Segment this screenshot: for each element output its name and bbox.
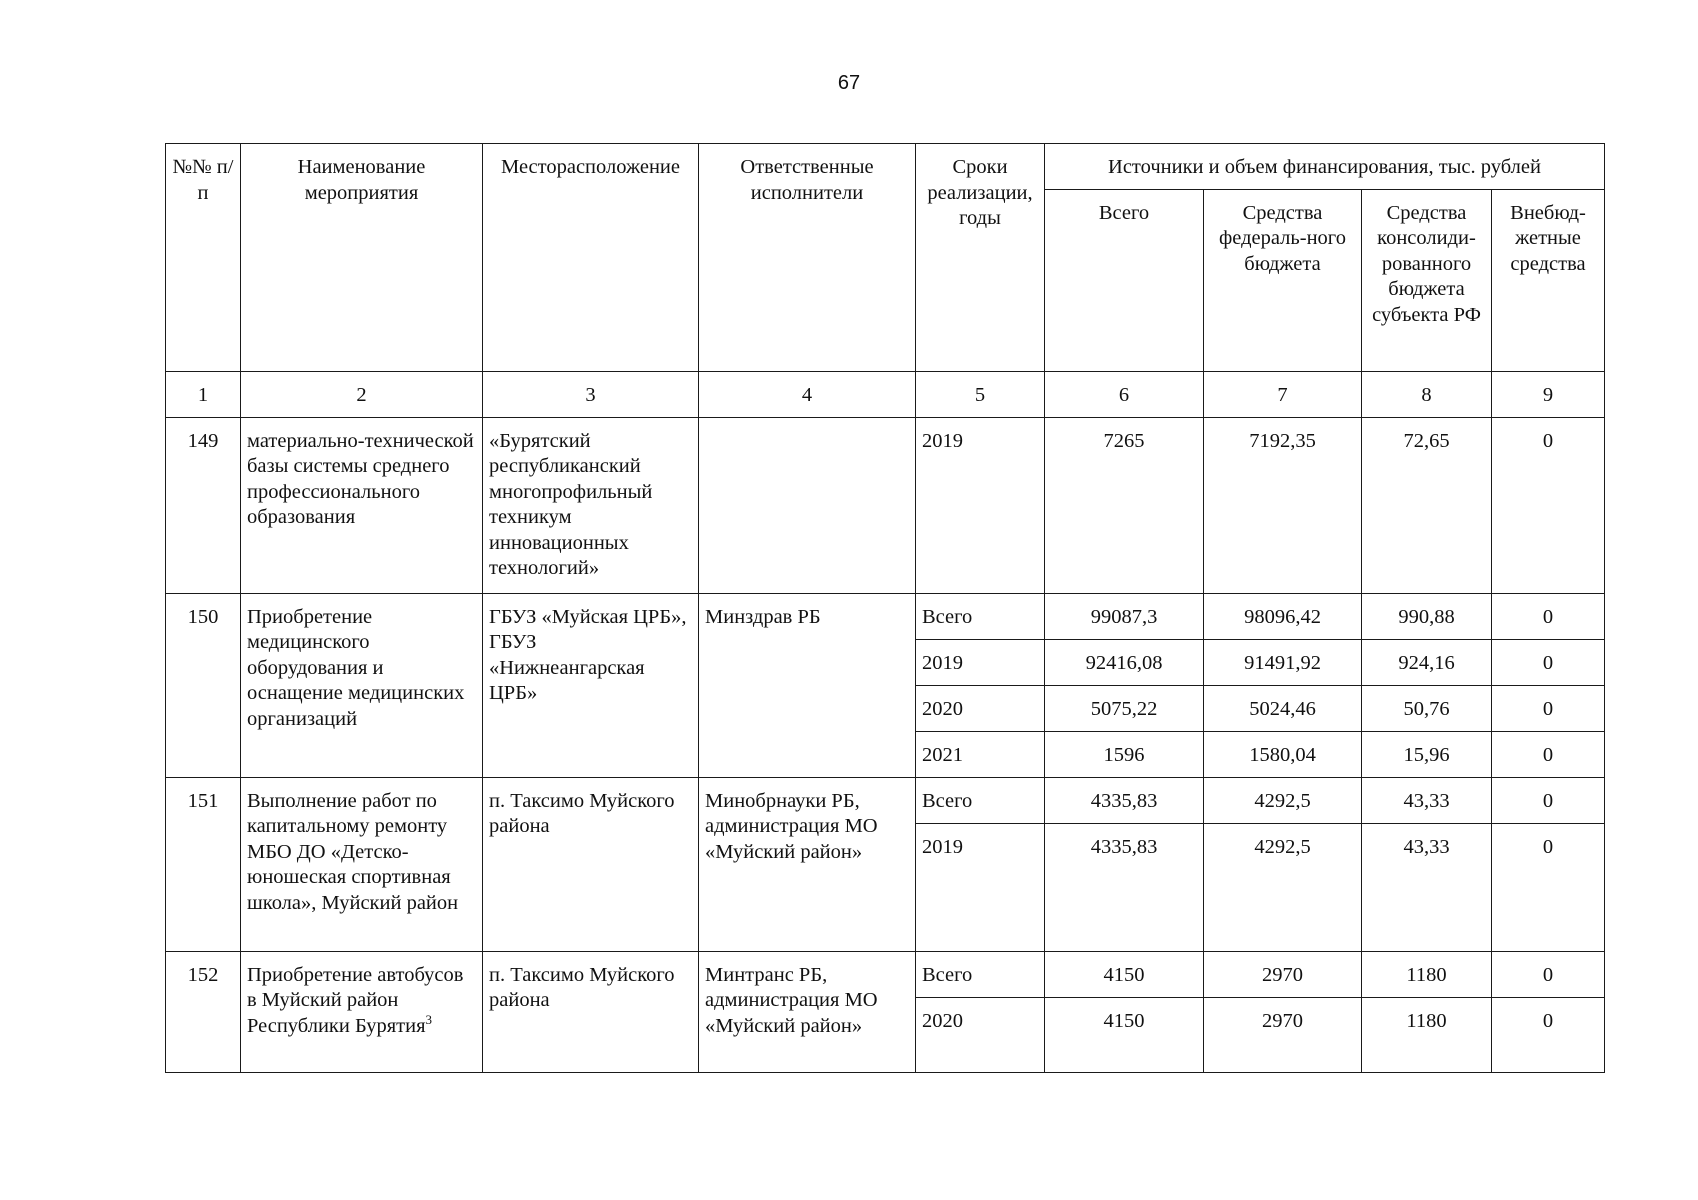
total-cell: 5075,22 (1045, 685, 1204, 731)
column-number: 2 (241, 371, 483, 417)
column-number: 9 (1492, 371, 1605, 417)
offbudget-cell: 0 (1492, 731, 1605, 777)
total-cell: 7265 (1045, 417, 1204, 593)
event-name (241, 951, 483, 1072)
term-cell: Всего (916, 593, 1045, 639)
regional-cell: 43,33 (1362, 777, 1492, 823)
term-cell: 2021 (916, 731, 1045, 777)
federal-cell: 91491,92 (1204, 639, 1362, 685)
header-location: Месторасположение (483, 144, 699, 372)
column-number: 5 (916, 371, 1045, 417)
row-number: 150 (166, 593, 241, 777)
header-row-main (166, 144, 1605, 190)
header-total: Всего (1045, 189, 1204, 371)
column-number-row (166, 371, 1605, 417)
column-number: 8 (1362, 371, 1492, 417)
table-row-149 (166, 417, 1605, 593)
row-number: 152 (166, 951, 241, 1072)
regional-cell: 15,96 (1362, 731, 1492, 777)
event-name: материально-технической базы системы среднего профессионального образования (241, 417, 483, 593)
header-sources: Источники и объем финансирования, тыс. рублей (1045, 144, 1605, 190)
federal-cell: 1580,04 (1204, 731, 1362, 777)
column-number: 1 (166, 371, 241, 417)
event-location: п. Таксимо Муйского района (483, 777, 699, 951)
financing-table (165, 143, 1605, 1073)
federal-cell: 98096,42 (1204, 593, 1362, 639)
total-cell: 4150 (1045, 951, 1204, 997)
federal-cell: 2970 (1204, 951, 1362, 997)
total-cell: 4335,83 (1045, 823, 1204, 951)
footnote-marker: 3 (425, 1011, 433, 1027)
offbudget-cell: 0 (1492, 823, 1605, 951)
offbudget-cell: 0 (1492, 639, 1605, 685)
total-cell: 99087,3 (1045, 593, 1204, 639)
total-cell: 1596 (1045, 731, 1204, 777)
federal-cell: 2970 (1204, 997, 1362, 1072)
total-cell: 4150 (1045, 997, 1204, 1072)
term-cell: 2019 (916, 417, 1045, 593)
table-row-151 (166, 777, 1605, 823)
event-location: п. Таксимо Муйского района (483, 951, 699, 1072)
offbudget-cell: 0 (1492, 685, 1605, 731)
regional-cell: 72,65 (1362, 417, 1492, 593)
term-cell: Всего (916, 951, 1045, 997)
term-cell: 2020 (916, 997, 1045, 1072)
header-name: Наименование мероприятия (241, 144, 483, 372)
header-executors: Ответственные исполнители (699, 144, 916, 372)
regional-cell: 924,16 (1362, 639, 1492, 685)
term-cell: 2019 (916, 639, 1045, 685)
header-terms: Сроки реализации, годы (916, 144, 1045, 372)
federal-cell: 7192,35 (1204, 417, 1362, 593)
column-number: 4 (699, 371, 916, 417)
event-name: Выполнение работ по капитальному ремонту МБО ДО «Детско-юношеская спортивная школа», Муйский район (241, 777, 483, 951)
column-number: 6 (1045, 371, 1204, 417)
total-cell: 4335,83 (1045, 777, 1204, 823)
offbudget-cell: 0 (1492, 997, 1605, 1072)
regional-cell: 50,76 (1362, 685, 1492, 731)
offbudget-cell: 0 (1492, 777, 1605, 823)
regional-cell: 990,88 (1362, 593, 1492, 639)
federal-cell: 4292,5 (1204, 823, 1362, 951)
event-name: Приобретение медицинского оборудования и оснащение медицинских организаций (241, 593, 483, 777)
regional-cell: 1180 (1362, 951, 1492, 997)
table-row-150 (166, 593, 1605, 639)
event-location: ГБУЗ «Муйская ЦРБ», ГБУЗ «Нижнеангарская ЦРБ» (483, 593, 699, 777)
column-number: 3 (483, 371, 699, 417)
federal-cell: 4292,5 (1204, 777, 1362, 823)
offbudget-cell: 0 (1492, 417, 1605, 593)
page-number: 67 (837, 72, 861, 94)
total-cell: 92416,08 (1045, 639, 1204, 685)
event-executors: Минобрнауки РБ, администрация МО «Муйский район» (699, 777, 916, 951)
row-number: 149 (166, 417, 241, 593)
event-name-text: Приобретение автобусов в Муйский район Республики Бурятия (247, 963, 464, 1037)
term-cell: 2019 (916, 823, 1045, 951)
header-num: №№ п/п (166, 144, 241, 372)
event-executors (699, 417, 916, 593)
header-federal: Средства федераль-ного бюджета (1204, 189, 1362, 371)
event-location: «Бурятский республиканский многопрофильный техникум инновационных технологий» (483, 417, 699, 593)
term-cell: Всего (916, 777, 1045, 823)
event-executors: Минздрав РБ (699, 593, 916, 777)
offbudget-cell: 0 (1492, 593, 1605, 639)
term-cell: 2020 (916, 685, 1045, 731)
federal-cell: 5024,46 (1204, 685, 1362, 731)
regional-cell: 43,33 (1362, 823, 1492, 951)
row-number: 151 (166, 777, 241, 951)
header-offbudget: Внебюд-жетные средства (1492, 189, 1605, 371)
column-number: 7 (1204, 371, 1362, 417)
event-executors: Минтранс РБ, администрация МО «Муйский район» (699, 951, 916, 1072)
regional-cell: 1180 (1362, 997, 1492, 1072)
table-row-152 (166, 951, 1605, 997)
offbudget-cell: 0 (1492, 951, 1605, 997)
header-regional: Средства консолиди-рованного бюджета субъекта РФ (1362, 189, 1492, 371)
